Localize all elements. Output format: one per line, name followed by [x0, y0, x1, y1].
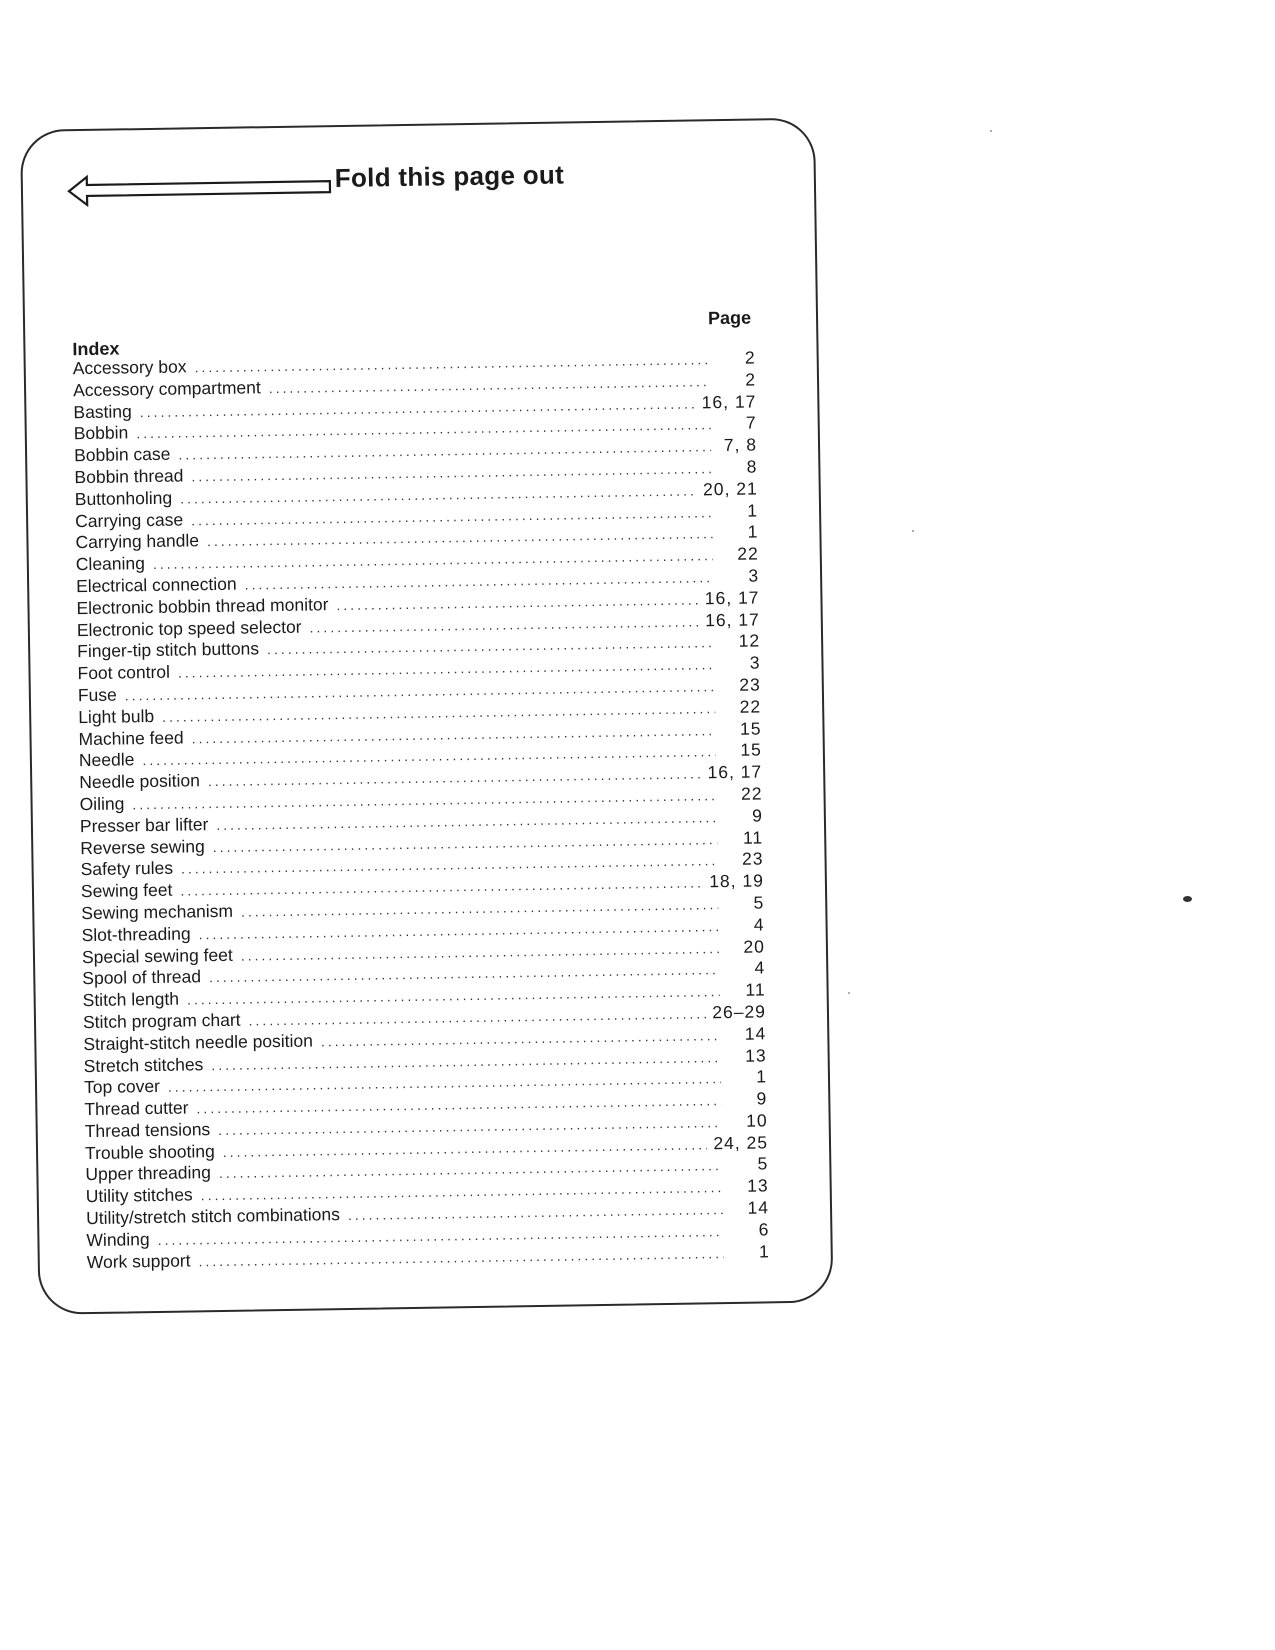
index-page-number: 18, 19	[709, 870, 765, 892]
index-page-number: 1	[747, 521, 759, 542]
index-term: Work support	[86, 1250, 191, 1272]
index-page-number: 22	[740, 783, 763, 804]
index-term: Stitch length	[82, 988, 180, 1011]
index-page-number: 1	[758, 1241, 770, 1262]
index-term: Bobbin	[73, 422, 129, 444]
index-term: Utility stitches	[85, 1184, 193, 1207]
page-column-header: Page	[707, 307, 752, 329]
index-page-number: 15	[740, 739, 762, 761]
index-term: Carrying handle	[75, 530, 200, 553]
index-term: Oiling	[79, 793, 125, 815]
fold-instruction: Fold this page out	[334, 159, 565, 194]
index-term: Thread cutter	[84, 1097, 189, 1120]
arrow-left-icon	[67, 167, 333, 211]
index-term: Buttonholing	[74, 487, 173, 509]
index-term: Reverse sewing	[80, 835, 205, 858]
index-page-number: 12	[738, 630, 761, 652]
index-term: Cleaning	[75, 553, 146, 575]
index-page-number: 6	[758, 1219, 770, 1240]
index-term: Light bulb	[78, 705, 155, 727]
index-page-number: 11	[745, 979, 766, 1000]
scan-speck	[1183, 896, 1192, 902]
index-page-number: 22	[737, 543, 759, 564]
index-page-number: 24, 25	[713, 1132, 769, 1153]
index-term: Sewing feet	[80, 879, 173, 902]
index-term: Top cover	[83, 1076, 161, 1098]
index-term: Accessory box	[72, 356, 187, 379]
index-page-number: 5	[753, 892, 765, 913]
index-term: Electronic bobbin thread monitor	[76, 593, 329, 618]
index-page-number: 9	[756, 1088, 768, 1109]
index-term: Bobbin thread	[74, 465, 184, 488]
index-page-number: 14	[744, 1023, 767, 1044]
index-page-number: 5	[757, 1153, 769, 1175]
index-page-number: 16, 17	[701, 391, 757, 412]
index-term: Electronic top speed selector	[76, 616, 302, 640]
index-term: Thread tensions	[84, 1119, 211, 1141]
index-page-number: 4	[753, 914, 765, 935]
index-title: Index	[72, 338, 120, 360]
index-page-number: 16, 17	[707, 761, 763, 783]
index-page-number: 1	[756, 1066, 768, 1087]
index-page-number: 3	[748, 565, 760, 586]
index-term: Special sewing feet	[81, 944, 233, 967]
index-term: Basting	[73, 400, 132, 422]
index-term: Bobbin case	[73, 443, 171, 466]
scan-speck	[848, 992, 850, 994]
index-term: Needle	[78, 749, 135, 771]
index-page-number: 7, 8	[723, 434, 758, 456]
index-page-number: 15	[739, 717, 762, 739]
index-term: Straight-stitch needle position	[83, 1030, 314, 1054]
index-page-number: 8	[746, 456, 758, 477]
index-page-number: 20	[743, 935, 766, 957]
index-term: Presser bar lifter	[79, 813, 209, 836]
index-term: Carrying case	[74, 509, 184, 531]
index-page-number: 1	[747, 500, 759, 521]
index-term: Finger-tip stitch buttons	[77, 638, 260, 662]
index-page-number: 3	[749, 652, 761, 673]
index-term: Machine feed	[78, 727, 184, 749]
index-page-number: 9	[751, 805, 764, 826]
index-term: Trouble shooting	[84, 1140, 215, 1163]
index-term: Slot-threading	[81, 923, 191, 945]
scan-speck	[912, 530, 914, 532]
index-page-number: 23	[739, 674, 761, 695]
index-page-number: 26–29	[712, 1001, 767, 1023]
index-page-number: 16, 17	[704, 609, 760, 630]
index-page-number: 2	[745, 369, 757, 390]
index-term: Utility/stretch stitch combinations	[85, 1204, 341, 1229]
index-term: Stretch stitches	[83, 1053, 204, 1076]
index-term: Upper threading	[85, 1162, 212, 1185]
index-page-number: 11	[742, 826, 764, 848]
index-page-number: 2	[744, 347, 756, 368]
index-term: Spool of thread	[82, 966, 202, 989]
index-card	[20, 118, 834, 1315]
index-term: Fuse	[77, 684, 117, 706]
index-page-number: 10	[746, 1110, 768, 1131]
index-term: Electrical connection	[76, 573, 237, 597]
index-page-number: 23	[741, 848, 764, 870]
index-term: Safety rules	[80, 858, 174, 880]
scan-speck	[990, 130, 992, 132]
index-page-number: 13	[747, 1175, 769, 1196]
index-term: Winding	[86, 1228, 150, 1250]
index-term: Accessory compartment	[72, 377, 261, 400]
index-page-number: 14	[747, 1197, 770, 1218]
index-page-number: 22	[739, 696, 762, 717]
index-page-number: 13	[744, 1044, 767, 1066]
index-list	[73, 347, 770, 1273]
index-page-number: 7	[745, 412, 757, 434]
index-page-number: 4	[754, 957, 766, 978]
index-term: Stitch program chart	[82, 1009, 241, 1033]
index-page-number: 16, 17	[704, 587, 760, 609]
index-term: Foot control	[77, 661, 171, 684]
index-term: Needle position	[79, 770, 201, 793]
index-term: Sewing mechanism	[81, 900, 234, 924]
index-page-number: 20, 21	[702, 478, 758, 500]
